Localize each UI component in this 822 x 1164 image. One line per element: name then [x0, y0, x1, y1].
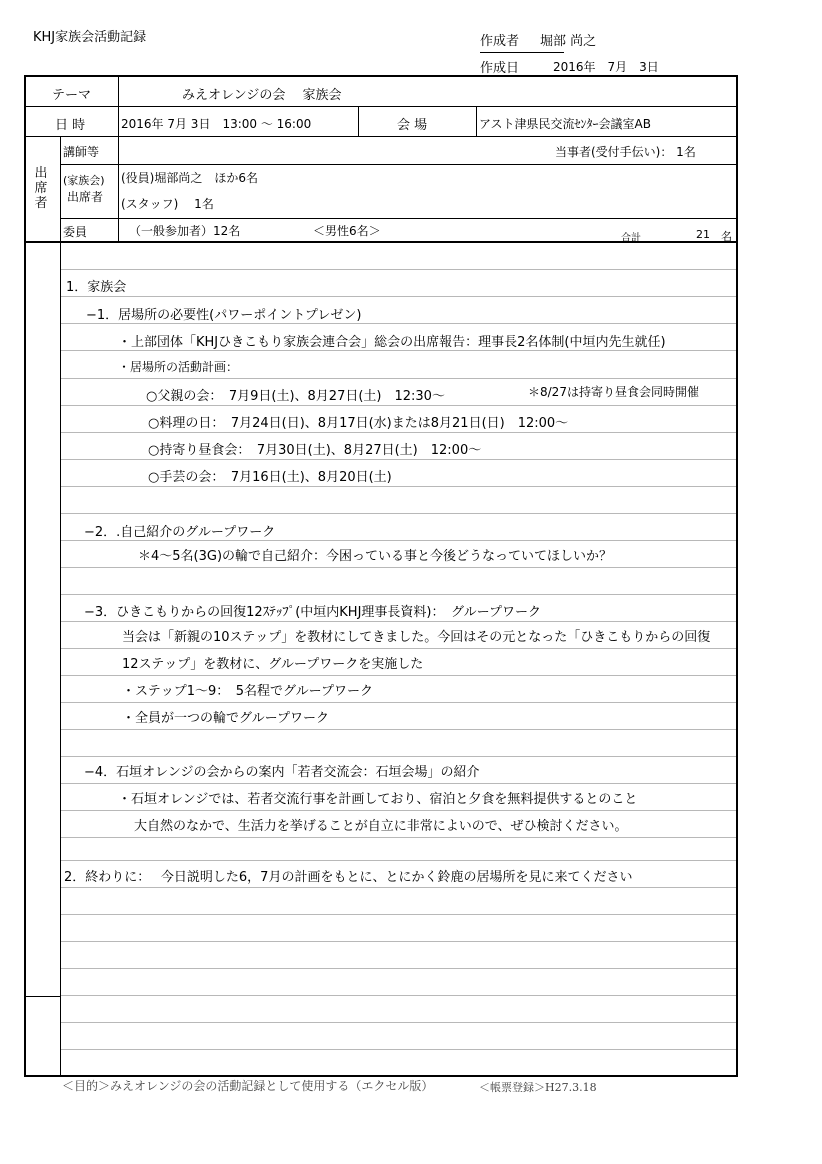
- item-1-3-line-2: 12ステップ」を教材に、グループワークを実施した: [122, 657, 424, 672]
- theme-label: テーマ: [52, 88, 92, 103]
- footer-purpose-note: ＜目的＞みえオレンジの会の活動記録として使用する（エクセル版）: [62, 1079, 434, 1093]
- member-label: 委員: [63, 225, 88, 239]
- form-left-border: [24, 75, 26, 1076]
- family-label-1: (家族会): [63, 174, 105, 187]
- created-date-label: 作成日: [480, 61, 520, 76]
- item-1-3-line-1: 当会は「新親の10ステップ」を教材にしてきました。今回はその元となった「ひきこもりからの回復: [122, 630, 711, 645]
- item-1-3-line-4: ・全員が一つの輪でグループワーク: [122, 711, 329, 726]
- item-1-1-line-2: ・居場所の活動計画：: [118, 360, 239, 374]
- item-1-3-heading: −3．ひきこもりからの回復12ｽﾃｯﾌﾟ(中垣内KHJ理事長資料)： グループワーク: [84, 605, 541, 620]
- plan-cooking-day: ○料理の日： 7月24日(日)、8月17日(水)または8月21日(日) 12:00〜: [148, 416, 569, 431]
- total-value: 21: [696, 228, 710, 241]
- plan-fathers-meeting: ○父親の会： 7月9日(土)、8月27日(土) 12:30〜: [146, 389, 445, 404]
- document-title: KHJ家族会活動記録: [33, 30, 147, 45]
- staff-count: (スタッフ) 1名: [121, 197, 214, 211]
- attendees-side-label: 出席者: [34, 166, 48, 211]
- item-1-1-line-1: ・上部団体「KHJひきこもり家族会連合会」総会の出席報告：理事長2名体制(中垣内先生就任): [118, 335, 666, 350]
- created-date-value: 2016年 7月 3日: [553, 60, 659, 74]
- theme-value: みえオレンジの会 家族会: [182, 88, 342, 103]
- family-label-2: 出席者: [67, 190, 104, 204]
- total-label: 合計: [621, 233, 641, 244]
- item-1-4-line-1: ・石垣オレンジでは、若者交流行事を計画しており、宿泊と夕食を無料提供するとのこと: [118, 792, 638, 807]
- male-count: ＜男性6名＞: [313, 224, 381, 238]
- venue-label: 会 場: [397, 118, 428, 133]
- item-1-2-line-1: ＊4〜5名(3G)の輪で自己紹介：今困っている事と今後どうなっていてほしいか？: [138, 549, 613, 564]
- datetime-label: 日 時: [55, 118, 86, 133]
- officers-count: (役員)堀部尚之 ほか6名: [121, 171, 258, 185]
- item-1-3-line-3: ・ステップ1〜9： 5名程でグループワーク: [122, 684, 374, 699]
- footer-form-registration: ＜帳票登録＞H27.3.18: [479, 1081, 597, 1094]
- creator-name: 堀部 尚之: [540, 34, 597, 49]
- item-1-1-heading: −1．居場所の必要性(パワーポイントプレゼン): [86, 308, 362, 323]
- total-unit: 名: [721, 230, 732, 243]
- general-participants-count: （一般参加者）12名: [129, 224, 241, 238]
- form-right-border: [736, 75, 738, 1076]
- plan-note: ＊8/27は持寄り昼食会同時開催: [528, 385, 699, 399]
- item-1-2-heading: −2．.自己紹介のグループワーク: [84, 525, 276, 540]
- item-1-4-line-2: 大自然のなかで、生活力を挙げることが自立に非常によいので、ぜひ検討ください。: [134, 819, 628, 834]
- creator-label: 作成者: [480, 34, 520, 49]
- instructor-label: 講師等: [63, 145, 100, 159]
- plan-handicraft: ○手芸の会： 7月16日(土)、8月20日(土): [148, 470, 392, 485]
- plan-potluck-lunch: ○持寄り昼食会： 7月30日(土)、8月27日(土) 12:00〜: [148, 443, 482, 458]
- datetime-value: 2016年 7月 3日 13:00 ～ 16:00: [121, 117, 312, 131]
- item-1-4-heading: −4．石垣オレンジの会からの案内「若者交流会：石垣会場」の紹介: [84, 765, 480, 780]
- party-helper-count: 当事者(受付手伝い)： 1名: [555, 145, 696, 159]
- form-top-border: [24, 75, 738, 77]
- section-2-closing: 2．終わりに： 今日説明した6，7月の計画をもとに、とにかく鈴鹿の居場所を見に来てください: [64, 870, 633, 885]
- section-1-heading: 1．家族会: [66, 280, 127, 295]
- venue-value: アスト津県民交流ｾﾝﾀｰ会議室AB: [479, 117, 651, 131]
